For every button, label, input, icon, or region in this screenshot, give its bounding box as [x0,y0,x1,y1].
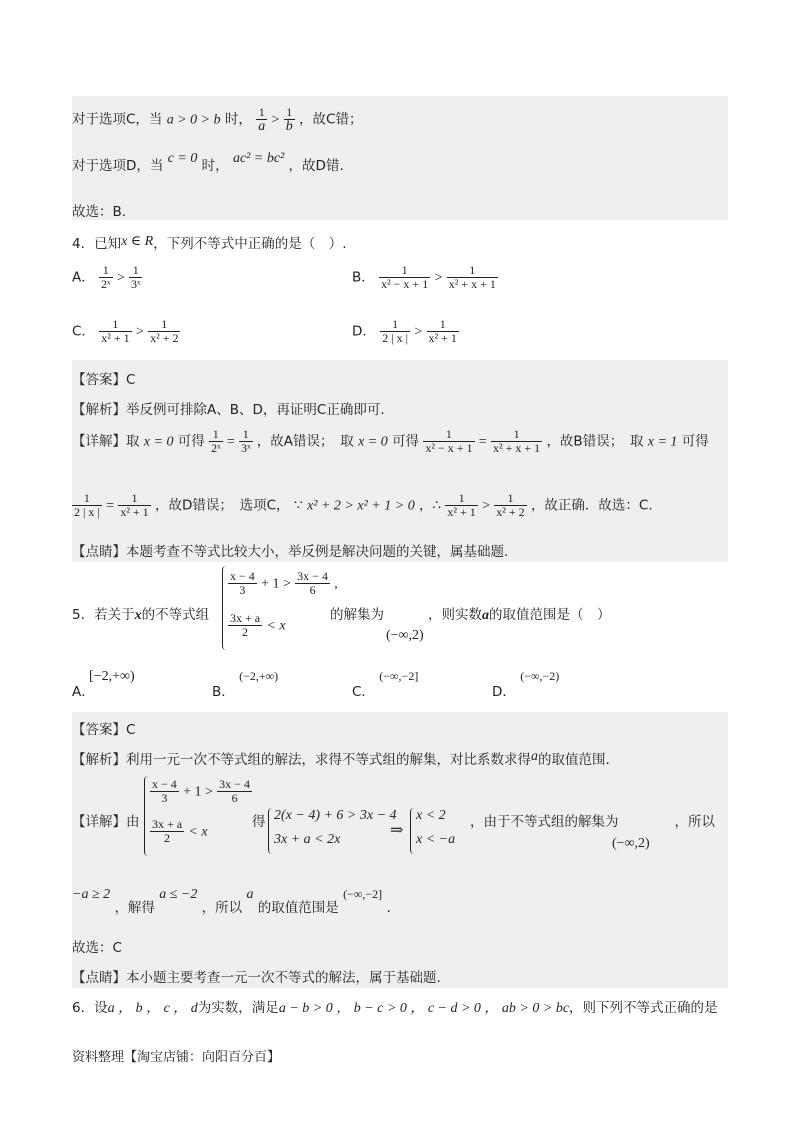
q5-analysis: 【解析】利用一元一次不等式组的解法，求得不等式组的解集，对比系数求得a的取值范围. [72,749,610,768]
prev-solution-choice: 故选：B. [72,204,127,220]
footer-source: 资料整理【淘宝店铺：向阳百分百】 [72,1050,281,1065]
q5-detail-interval: (−∞,2) [612,836,650,851]
q5-system-row2: $\frac{3x + a}{2}$ < x [230,611,286,639]
prev-solution-line-c: 对于选项C，当 a > 0 > b 时， $\frac{1}{a}$ > $\frac{1}{b}$ ，故C错； [72,105,363,134]
q4-detail-line2: $\frac{1}{2 | x |}$ = $\frac{1}{\text{x² + 1}}$ ，故D错误； 选项C， ∵ x² + 2 > x² + 1 > 0 ，∴ $\frac{1}{\text{x² + 1}}$ > $\frac{1}{\text{x² + 2}}$ ，故正确．故选：C. [74,491,653,519]
q5-comment: 【点睛】本小题主要考查一元一次不等式的解法，属于基础题. [72,970,441,986]
q4-option-d: D． $\frac{1}{2 | x |}$ > $\frac{1}{\text{x² + 1}}$ [352,317,457,345]
q5-detail-label: 【详解】由 [72,814,140,830]
q5-option-b: B． (−2,+∞) [212,669,279,700]
q5-system-row1: $\frac{x - 4}{3}$ + 1 > $\frac{3x - 4}{6}$ , [230,569,338,597]
q5-answer: 【答案】C [72,722,136,738]
q6-stem: 6．设a ， b ， c ， d为实数，满足a − b > 0 ， b − c > 0 ， c − d > 0 ， ab > 0 > bc，则下列不等式正确的是 [72,1000,718,1016]
q4-detail-line1: 【详解】取 x = 0 可得 $\frac{1}{\text{2ˣ}}$ = $\frac{1}{\text{3ˣ}}$ ，故A错误； 取 x = 0 可得 $\frac{1}{\text{x² − x + 1}}$ = $\frac{1}{\text{x² + x + 1}}$ ，故B错误； 取 x = 1 可得 [72,427,709,455]
q5-detail-sys2-row2: 3x + a < 2x [274,832,341,847]
q5-option-a: A． [−2,+∞) [72,669,135,700]
q4-comment: 【点睛】本题考查不等式比较大小，举反例是解决问题的关键，属基础题. [72,544,509,560]
prev-solution-line-d: 对于选项D，当 c = 0 时， ac² = bc² ，故D错. [72,151,344,174]
q5-detail-de: 得 [252,814,266,830]
q5-detail-since: ，由于不等式组的解集为 ，所以 [470,814,715,830]
q4-answer-block [72,360,728,562]
q5-detail-sys1-row2: $\frac{3x + a}{2}$ < x [152,817,208,845]
q5-choice: 故选：C [72,940,122,956]
q5-option-c: C． (−∞,−2] [352,669,419,700]
q5-detail-sys3-row2: x < −a [416,832,456,847]
q5-detail-sys2-row1: 2(x − 4) + 6 > 3x − 4 [274,808,397,823]
q4-option-c: C． $\frac{1}{\text{x² + 1}}$ > $\frac{1}{\text{x² + 2}}$ [72,317,179,345]
q4-option-a: A． $\frac{1}{\text{2ˣ}}$ > $\frac{1}{\text{3ˣ}}$ [72,263,141,291]
q4-answer: 【答案】C [72,372,136,388]
q5-detail-implies: ⇒ [390,822,404,839]
q4-analysis: 【解析】举反例可排除A、B、D，再证明C正确即可. [72,402,385,418]
q4-option-b: B． $\frac{1}{\text{x² − x + 1}}$ > $\frac{1}{\text{x² + x + 1}}$ [352,263,496,291]
q5-stem-left: 5．若关于x的不等式组 [72,607,210,623]
q5-detail-line2: −a ≥ 2 ，解得 a ≤ −2 ，所以 a 的取值范围是 (−∞,−2] . [72,887,391,916]
q5-stem-right: 的解集为 ，则实数a的取值范围是（ ） [330,607,611,623]
q5-detail-sys3-row1: x < 2 [416,808,446,823]
q5-stem-interval: (−∞,2) [386,628,424,643]
q4-stem: 4．已知x ∈ R，下列不等式中正确的是（ ）. [72,234,347,252]
q5-detail-sys1-row1: $\frac{x - 4}{3}$ + 1 > $\frac{3x - 4}{6}$ [152,777,250,805]
q5-option-d: D． (−∞,−2) [492,669,560,700]
